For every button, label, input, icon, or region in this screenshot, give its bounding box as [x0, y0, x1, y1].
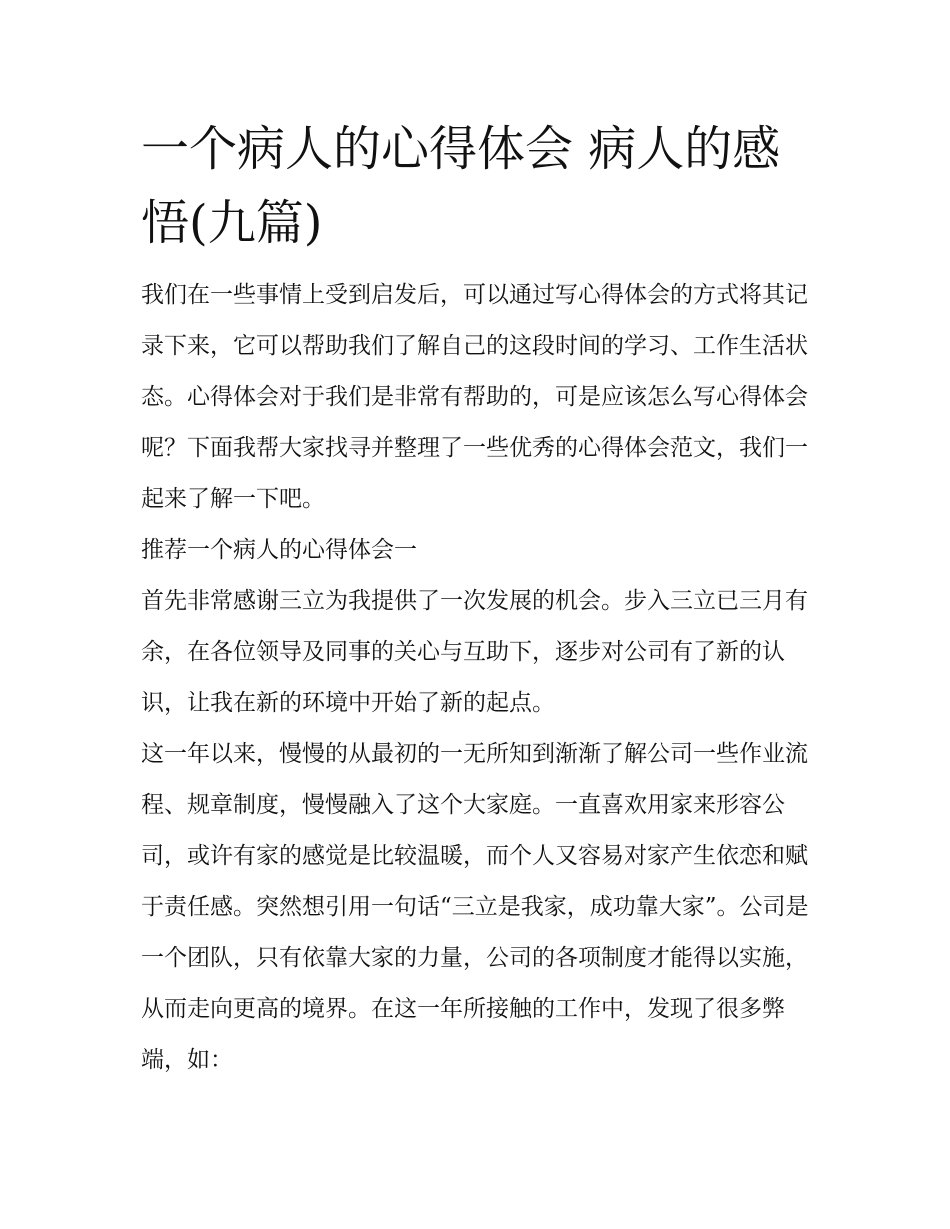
intro-paragraph: 我们在一些事情上受到启发后，可以通过写心得体会的方式将其记录下来，它可以帮助我们了解自己的这段时间的学习、工作生活状态。心得体会对于我们是非常有帮助的，可是应该怎么写心得体会呢？下面我帮大家找寻并整理了一些优秀的心得体会范文，我们一起来了解一下吧。 — [141, 282, 808, 512]
document-title: 一个病人的心得体会 病人的感悟(九篇) — [141, 121, 781, 251]
body-paragraph: 这一年以来，慢慢的从最初的一无所知到渐渐了解公司一些作业流程、规章制度，慢慢融入了这个大家庭。一直喜欢用家来形容公司，或许有家的感觉是比较温暖，而个人又容易对家产生依恋和赋于责任感。突然想引用一句话“三立是我家，成功靠大家”。公司是一个团队，只有依靠大家的力量，公司的各项制度才能得以实施，从而走向更高的境界。在这一年所接触的工作中，发现了很多弊端，如： — [141, 741, 809, 1073]
document-body — [141, 112, 813, 1086]
section-heading: 推荐一个病人的心得体会一 — [141, 537, 417, 563]
body-paragraph: 首先非常感谢三立为我提供了一次发展的机会。步入三立已三月有余，在各位领导及同事的关心与互助下，逐步对公司有了新的认识，让我在新的环境中开始了新的起点。 — [141, 588, 808, 716]
